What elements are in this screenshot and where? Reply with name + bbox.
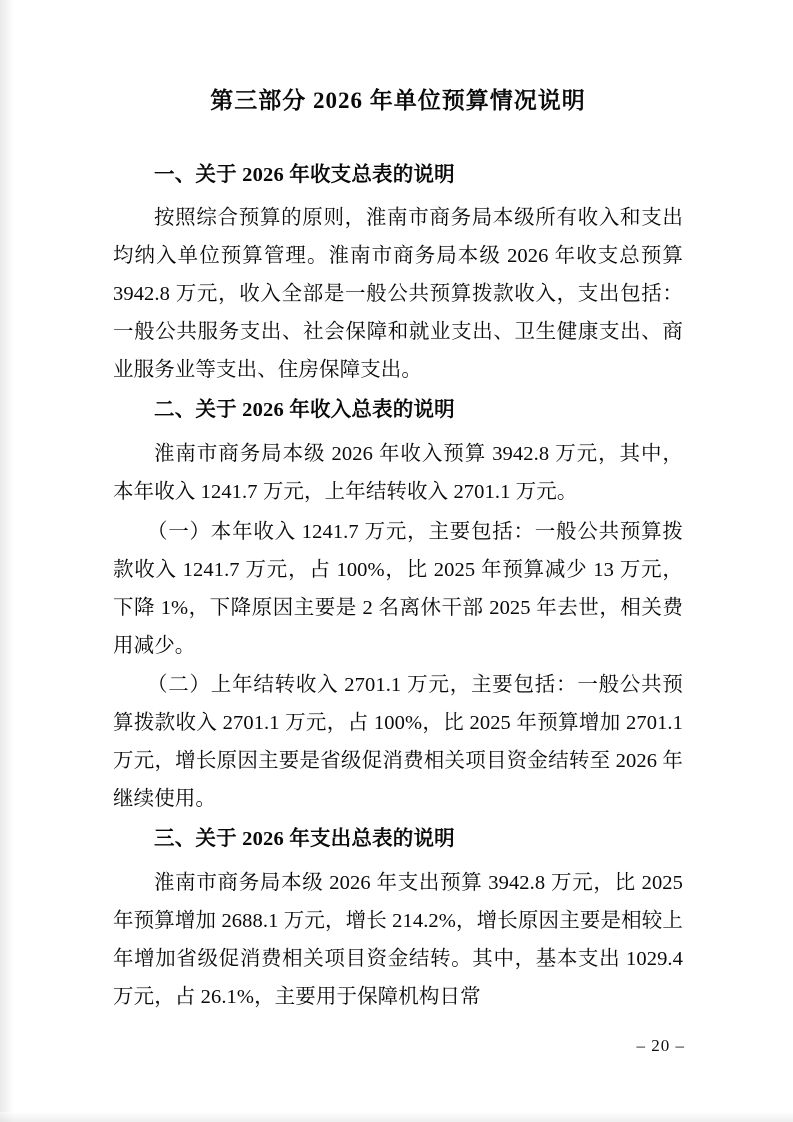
section-2-paragraph-2: （一）本年收入 1241.7 万元，主要包括：一般公共预算拨款收入 1241.7 万元，占 100%，比 2025 年预算减少 13 万元，下降 1%，下降原因主要是 2 名离休干部 2025 年去世，相关费用减少。 (113, 520, 683, 657)
section-heading-3: 三、关于 2026 年支出总表的说明 (154, 828, 455, 851)
section-heading-2: 二、关于 2026 年收入总表的说明 (154, 399, 455, 422)
section-heading-1: 一、关于 2026 年收支总表的说明 (154, 163, 455, 186)
page-number: – 20 – (636, 1036, 685, 1055)
scan-edge-left (0, 0, 14, 1122)
section-2-paragraph-3: （二）上年结转收入 2701.1 万元，主要包括：一般公共预算拨款收入 2701.1 万元，占 100%，比 2025 年预算增加 2701.1 万元，增长原因主要是省级促消费相关项目资金结转至 2026 年继续使用。 (113, 674, 683, 811)
section-1-paragraph-1: 按照综合预算的原则，淮南市商务局本级所有收入和支出均纳入单位预算管理。淮南市商务局本级 2026 年收支总预算 3942.8 万元，收入全部是一般公共预算拨款收入，支出包括：一般公共服务支出、社会保障和就业支出、卫生健康支出、商业服务业等支出、住房保障支出。 (113, 207, 683, 382)
document-body (113, 84, 683, 1019)
section-2-paragraph-1: 淮南市商务局本级 2026 年收入预算 3942.8 万元，其中，本年收入 1241.7 万元，上年结转收入 2701.1 万元。 (113, 442, 683, 503)
scan-edge-bottom (0, 1112, 793, 1122)
page-title: 第三部分 2026 年单位预算情况说明 (210, 88, 586, 113)
section-3-paragraph-1: 淮南市商务局本级 2026 年支出预算 3942.8 万元，比 2025 年预算增加 2688.1 万元，增长 214.2%，增长原因主要是相较上年增加省级促消费相关项目资金结转。其中，基本支出 1029.4 万元，占 26.1%，主要用于保障机构日常 (113, 872, 683, 1008)
